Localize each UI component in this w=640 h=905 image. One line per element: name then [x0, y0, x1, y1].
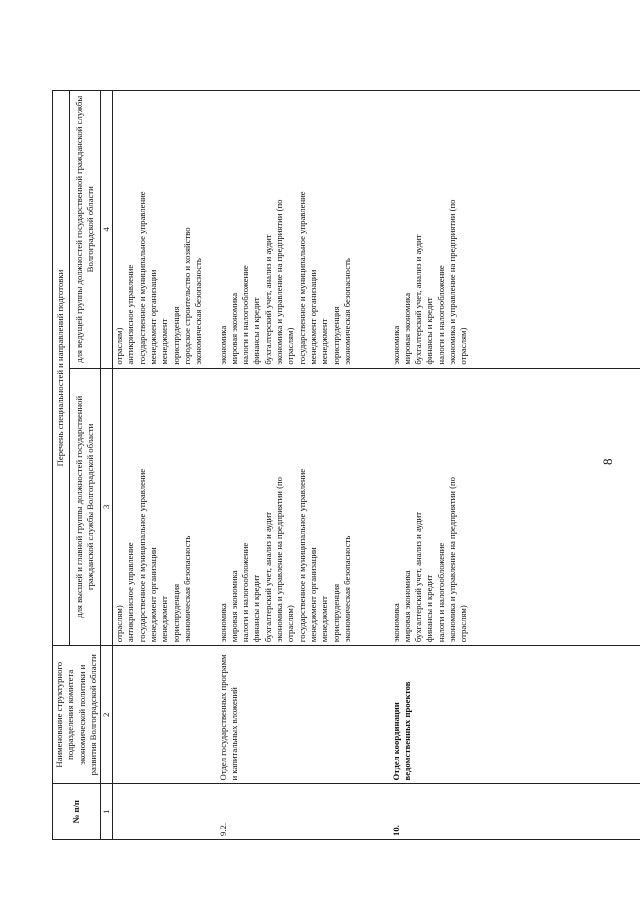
- higher-group-specialties: [113, 368, 206, 646]
- leading-group-specialties: [113, 91, 206, 369]
- specialty-item: экономическая безопасность: [341, 535, 352, 643]
- department-name: Отдел государственных программ и капитальных вложений: [206, 646, 379, 784]
- higher-group-specialties: [379, 368, 640, 646]
- specialty-item: налоги и налогообложение: [240, 542, 251, 643]
- leading-group-specialties: [206, 91, 379, 369]
- specialty-item: экономика и управление на предприятии (по: [447, 477, 458, 643]
- specialty-item: отраслям): [285, 605, 296, 643]
- specialty-item: экономика и управление на предприятии (по: [447, 199, 458, 365]
- specialty-item: отраслям): [114, 605, 125, 643]
- specialty-item: юриспруденция: [170, 583, 181, 643]
- specialties-table: [52, 90, 640, 840]
- specialty-item: экономическая безопасность: [193, 258, 204, 365]
- specialty-item: отраслям): [458, 327, 469, 365]
- specialty-item: менеджмент организации: [148, 547, 159, 643]
- specialty-item: экономика: [217, 325, 228, 365]
- specialty-item: менеджмент организации: [307, 547, 318, 643]
- specialty-item: экономика и управление на предприятии (по: [274, 199, 285, 365]
- specialty-item: финансы и кредит: [251, 297, 262, 365]
- specialty-item: государственное и муниципальное управление: [136, 468, 147, 643]
- header-row: [53, 91, 70, 840]
- department-name: [113, 646, 206, 784]
- specialty-item: экономическая безопасность: [181, 535, 192, 643]
- row-number: [113, 784, 206, 840]
- header-higher-group: для высшей и главной группы должностей государственной гражданской службы Волгоградской области: [70, 368, 101, 646]
- specialty-item: антикризисное управление: [125, 542, 136, 643]
- specialty-item: отраслям): [114, 327, 125, 365]
- column-number: 1: [101, 784, 113, 840]
- specialty-item: менеджмент: [319, 596, 330, 643]
- table-body: [113, 91, 640, 840]
- specialty-item: менеджмент: [159, 318, 170, 365]
- specialty-item: налоги и налогообложение: [435, 265, 446, 365]
- specialty-item: бухгалтерский учет, анализ и аудит: [262, 511, 273, 643]
- column-number: 3: [101, 368, 113, 646]
- specialty-item: городское строительство и хозяйство: [181, 227, 192, 365]
- table-row: [206, 91, 379, 840]
- table-row: [379, 91, 640, 840]
- page-number: 8: [600, 458, 615, 465]
- specialty-item: отраслям): [458, 605, 469, 643]
- specialty-item: финансы и кредит: [251, 574, 262, 643]
- specialty-item: мировая экономика: [401, 570, 412, 643]
- specialty-item: государственное и муниципальное управление: [296, 468, 307, 643]
- specialty-item: бухгалтерский учет, анализ и аудит: [413, 511, 424, 643]
- specialty-item: мировая экономика: [228, 570, 239, 643]
- specialty-item: менеджмент: [319, 318, 330, 365]
- department-name: Отдел координации ведомственных проектов: [379, 646, 640, 784]
- column-number: 4: [101, 91, 113, 369]
- specialty-item: государственное и муниципальное управление: [136, 191, 147, 365]
- specialty-item: бухгалтерский учет, анализ и аудит: [262, 234, 273, 365]
- leading-group-specialties: [379, 91, 640, 369]
- specialty-item: менеджмент организации: [148, 269, 159, 365]
- specialty-item: отраслям): [285, 327, 296, 365]
- specialty-item: государственное и муниципальное управление: [296, 191, 307, 365]
- header-number: № п/п: [53, 784, 101, 840]
- specialty-item: налоги и налогообложение: [240, 265, 251, 365]
- specialty-item: юриспруденция: [330, 306, 341, 365]
- specialty-item: экономика: [390, 325, 401, 365]
- specialty-item: экономическая безопасность: [341, 258, 352, 365]
- higher-group-specialties: [206, 368, 379, 646]
- specialty-item: менеджмент организации: [307, 269, 318, 365]
- specialty-item: экономика и управление на предприятии (по: [274, 477, 285, 643]
- specialty-item: бухгалтерский учет, анализ и аудит: [413, 234, 424, 365]
- specialty-item: финансы и кредит: [424, 574, 435, 643]
- column-numbers-row: [101, 91, 113, 840]
- row-number: 9.2.: [206, 784, 379, 840]
- specialty-item: менеджмент: [159, 596, 170, 643]
- specialty-item: экономика: [390, 603, 401, 643]
- specialty-item: юриспруденция: [170, 306, 181, 365]
- row-number: 10.: [379, 784, 640, 840]
- header-specialties: Перечень специальностей и направлений подготовки: [53, 91, 70, 646]
- table-row: [113, 91, 206, 840]
- specialty-item: экономика: [217, 603, 228, 643]
- specialty-item: антикризисное управление: [125, 264, 136, 365]
- column-number: 2: [101, 646, 113, 784]
- specialty-item: мировая экономика: [401, 292, 412, 365]
- specialty-item: юриспруденция: [330, 583, 341, 643]
- specialty-item: мировая экономика: [228, 292, 239, 365]
- specialty-item: налоги и налогообложение: [435, 542, 446, 643]
- header-leading-group: для ведущей группы должностей государственной гражданской службы Волгоградской области: [70, 91, 101, 369]
- specialty-item: финансы и кредит: [424, 297, 435, 365]
- header-department: Наименование структурного подразделения комитета экономической политики и развития Волгоградской области: [53, 646, 101, 784]
